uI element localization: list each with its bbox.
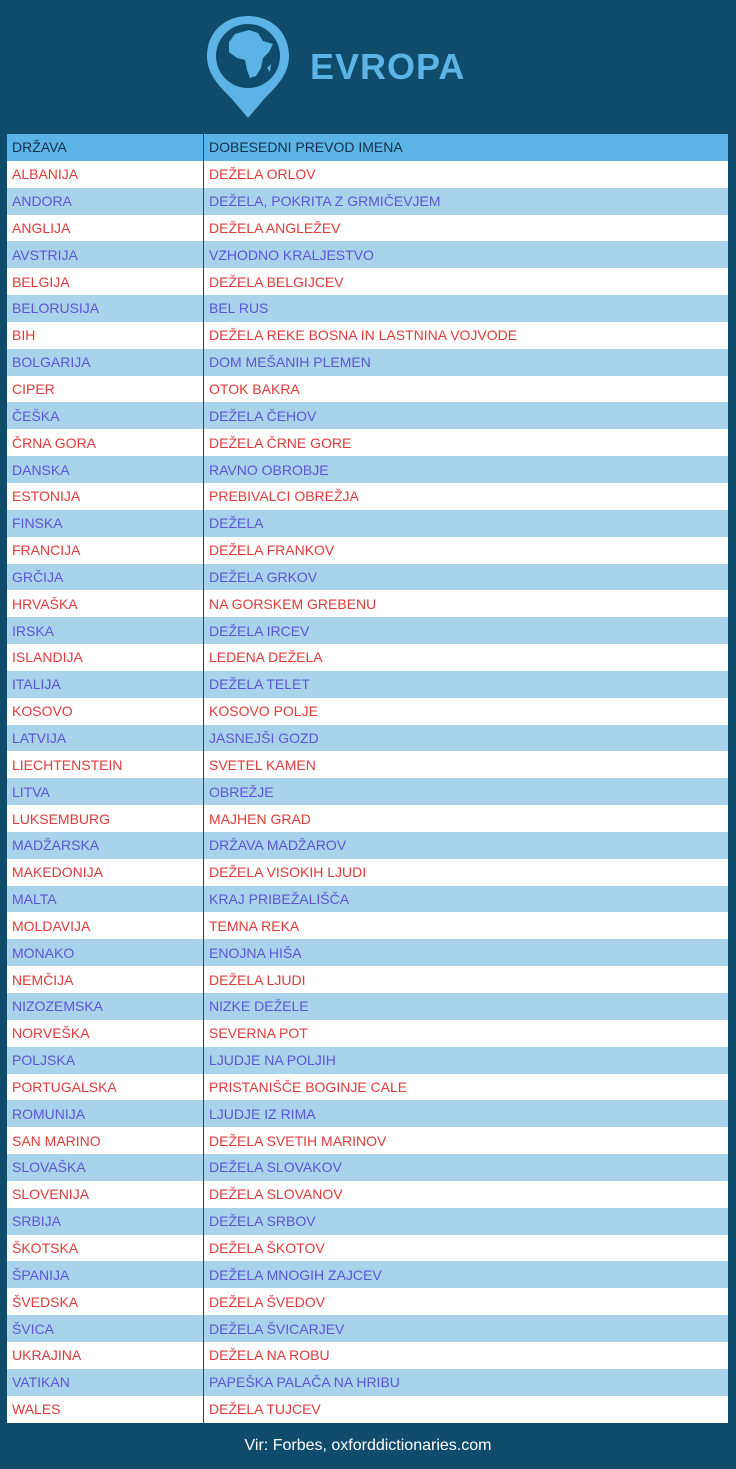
table-row	[7, 483, 728, 510]
table-row	[7, 564, 728, 591]
table-row	[7, 188, 728, 215]
country-cell: NORVEŠKA	[7, 1020, 204, 1047]
translation-cell: DOM MEŠANIH PLEMEN	[209, 354, 371, 371]
table-row	[7, 241, 728, 268]
country-cell: POLJSKA	[7, 1047, 204, 1074]
translation-cell: DEŽELA FRANKOV	[209, 542, 335, 559]
table-row	[7, 859, 728, 886]
translation-cell: SVETEL KAMEN	[209, 756, 316, 773]
translation-cell: DEŽELA ČEHOV	[209, 407, 317, 424]
table-row	[7, 886, 728, 913]
country-cell: LIECHTENSTEIN	[7, 751, 204, 778]
translation-cell: OTOK BAKRA	[209, 381, 300, 398]
country-cell: ANGLIJA	[7, 215, 204, 242]
country-cell: VATIKAN	[7, 1369, 204, 1396]
country-cell: LITVA	[7, 778, 204, 805]
translation-cell: LJUDJE IZ RIMA	[209, 1105, 316, 1122]
translation-cell: DEŽELA	[209, 515, 264, 532]
translation-cell: DEŽELA BELGIJCEV	[209, 273, 344, 290]
country-cell: KOSOVO	[7, 698, 204, 725]
map-pin-africa-icon	[203, 12, 293, 122]
country-cell: CIPER	[7, 376, 204, 403]
table-row	[7, 590, 728, 617]
table-row	[7, 725, 728, 752]
translation-cell: DEŽELA TUJCEV	[209, 1401, 321, 1418]
translation-cell: DEŽELA ANGLEŽEV	[209, 219, 341, 236]
country-cell: ANDORA	[7, 188, 204, 215]
translation-cell: DEŽELA, POKRITA Z GRMIČEVJEM	[209, 193, 441, 210]
translation-cell: DEŽELA SLOVAKOV	[209, 1159, 342, 1176]
translation-cell: DEŽELA LJUDI	[209, 971, 306, 988]
translation-cell: KRAJ PRIBEŽALIŠČA	[209, 891, 350, 908]
table-row	[7, 698, 728, 725]
translation-cell: DEŽELA ŠVEDOV	[209, 1293, 325, 1310]
page-title: EVROPA	[310, 46, 466, 87]
table-row	[7, 966, 728, 993]
country-cell: FRANCIJA	[7, 537, 204, 564]
table-row	[7, 402, 728, 429]
translation-cell: TEMNA REKA	[209, 917, 300, 934]
country-cell: LUKSEMBURG	[7, 805, 204, 832]
table-row	[7, 1047, 728, 1074]
table-row	[7, 778, 728, 805]
country-cell: HRVAŠKA	[7, 590, 204, 617]
country-cell: LATVIJA	[7, 725, 204, 752]
table-row	[7, 751, 728, 778]
table-row	[7, 939, 728, 966]
translation-cell: LEDENA DEŽELA	[209, 649, 323, 666]
table-header-row	[7, 134, 728, 161]
translation-cell: DEŽELA ŠVICARJEV	[209, 1320, 345, 1337]
table-row	[7, 322, 728, 349]
country-cell: ESTONIJA	[7, 483, 204, 510]
table-row	[7, 1396, 728, 1423]
table-row	[7, 912, 728, 939]
table-row	[7, 537, 728, 564]
table-row	[7, 161, 728, 188]
country-cell: ČRNA GORA	[7, 429, 204, 456]
country-cell: NIZOZEMSKA	[7, 993, 204, 1020]
country-cell: GRČIJA	[7, 564, 204, 591]
country-cell: ROMUNIJA	[7, 1100, 204, 1127]
translation-cell: DEŽELA REKE BOSNA IN LASTNINA VOJVODE	[209, 327, 518, 344]
translation-cell: RAVNO OBROBJE	[209, 461, 329, 478]
translation-cell: SEVERNA POT	[209, 1025, 308, 1042]
translation-cell: DEŽELA ŠKOTOV	[209, 1240, 325, 1257]
country-cell: ITALIJA	[7, 671, 204, 698]
translation-cell: BEL RUS	[209, 300, 269, 317]
translation-cell: MAJHEN GRAD	[209, 810, 311, 827]
table-row	[7, 215, 728, 242]
translation-cell: DEŽELA MNOGIH ZAJCEV	[209, 1266, 382, 1283]
country-cell: DANSKA	[7, 456, 204, 483]
column-header-country: DRŽAVA	[7, 134, 204, 161]
translation-cell: DEŽELA SLOVANOV	[209, 1186, 343, 1203]
country-cell: BOLGARIJA	[7, 349, 204, 376]
translation-cell: DEŽELA NA ROBU	[209, 1347, 330, 1364]
table-row	[7, 1181, 728, 1208]
table-row	[7, 268, 728, 295]
country-cell: MOLDAVIJA	[7, 912, 204, 939]
country-cell: SLOVENIJA	[7, 1181, 204, 1208]
country-cell: SLOVAŠKA	[7, 1154, 204, 1181]
table-row	[7, 1208, 728, 1235]
translation-cell: DEŽELA SVETIH MARINOV	[209, 1132, 387, 1149]
country-cell: ŠPANIJA	[7, 1261, 204, 1288]
country-cell: MONAKO	[7, 939, 204, 966]
table-row	[7, 429, 728, 456]
translation-cell: DEŽELA IRCEV	[209, 622, 310, 639]
country-cell: MADŽARSKA	[7, 832, 204, 859]
translation-cell: DEŽELA ORLOV	[209, 166, 316, 183]
source-credit: Vir: Forbes, oxforddictionaries.com	[244, 1437, 492, 1454]
table-row	[7, 644, 728, 671]
table-row	[7, 1288, 728, 1315]
translation-cell: ENOJNA HIŠA	[209, 944, 302, 961]
country-cell: ALBANIJA	[7, 161, 204, 188]
table-row	[7, 1154, 728, 1181]
translation-cell: PRISTANIŠČE BOGINJE CALE	[209, 1078, 408, 1095]
table-row	[7, 1020, 728, 1047]
country-cell: MAKEDONIJA	[7, 859, 204, 886]
table-row	[7, 1100, 728, 1127]
table-row	[7, 805, 728, 832]
header	[0, 0, 736, 134]
translation-cell: KOSOVO POLJE	[209, 703, 318, 720]
country-cell: ČEŠKA	[7, 402, 204, 429]
table-row	[7, 456, 728, 483]
table-row	[7, 1235, 728, 1262]
country-cell: ŠVICA	[7, 1315, 204, 1342]
country-cell: ISLANDIJA	[7, 644, 204, 671]
country-cell: WALES	[7, 1396, 204, 1423]
translation-cell: OBREŽJE	[209, 783, 274, 800]
country-cell: ŠKOTSKA	[7, 1235, 204, 1262]
country-cell: AVSTRIJA	[7, 241, 204, 268]
table-row	[7, 376, 728, 403]
country-cell: BELGIJA	[7, 268, 204, 295]
table-row	[7, 295, 728, 322]
data-table	[7, 134, 728, 1423]
table-row	[7, 1261, 728, 1288]
country-cell: FINSKA	[7, 510, 204, 537]
translation-cell: DRŽAVA MADŽAROV	[209, 837, 347, 854]
table-row	[7, 510, 728, 537]
translation-cell: NIZKE DEŽELE	[209, 998, 309, 1015]
translation-cell: DEŽELA TELET	[209, 676, 310, 693]
table-row	[7, 1369, 728, 1396]
country-cell: IRSKA	[7, 617, 204, 644]
country-cell: UKRAJINA	[7, 1342, 204, 1369]
country-cell: PORTUGALSKA	[7, 1074, 204, 1101]
table-row	[7, 993, 728, 1020]
table-row	[7, 1342, 728, 1369]
translation-cell: PAPEŠKA PALAČA NA HRIBU	[209, 1374, 400, 1391]
translation-cell: PREBIVALCI OBREŽJA	[209, 488, 359, 505]
translation-cell: DEŽELA VISOKIH LJUDI	[209, 864, 367, 881]
translation-cell: NA GORSKEM GREBENU	[209, 595, 377, 612]
translation-cell: VZHODNO KRALJESTVO	[209, 246, 374, 263]
country-cell: NEMČIJA	[7, 966, 204, 993]
country-cell: ŠVEDSKA	[7, 1288, 204, 1315]
table-row	[7, 1074, 728, 1101]
table-row	[7, 349, 728, 376]
translation-cell: JASNEJŠI GOZD	[209, 729, 319, 746]
table-row	[7, 671, 728, 698]
column-header-translation: DOBESEDNI PREVOD IMENA	[209, 139, 403, 156]
table-row	[7, 617, 728, 644]
country-cell: SRBIJA	[7, 1208, 204, 1235]
table-row	[7, 1315, 728, 1342]
table-row	[7, 832, 728, 859]
country-cell: MALTA	[7, 886, 204, 913]
country-cell: BIH	[7, 322, 204, 349]
translation-cell: DEŽELA GRKOV	[209, 568, 318, 585]
country-cell: SAN MARINO	[7, 1127, 204, 1154]
translation-cell: LJUDJE NA POLJIH	[209, 1052, 336, 1069]
translation-cell: DEŽELA SRBOV	[209, 1213, 316, 1230]
translation-cell: DEŽELA ČRNE GORE	[209, 434, 352, 451]
country-cell: BELORUSIJA	[7, 295, 204, 322]
table-row	[7, 1127, 728, 1154]
